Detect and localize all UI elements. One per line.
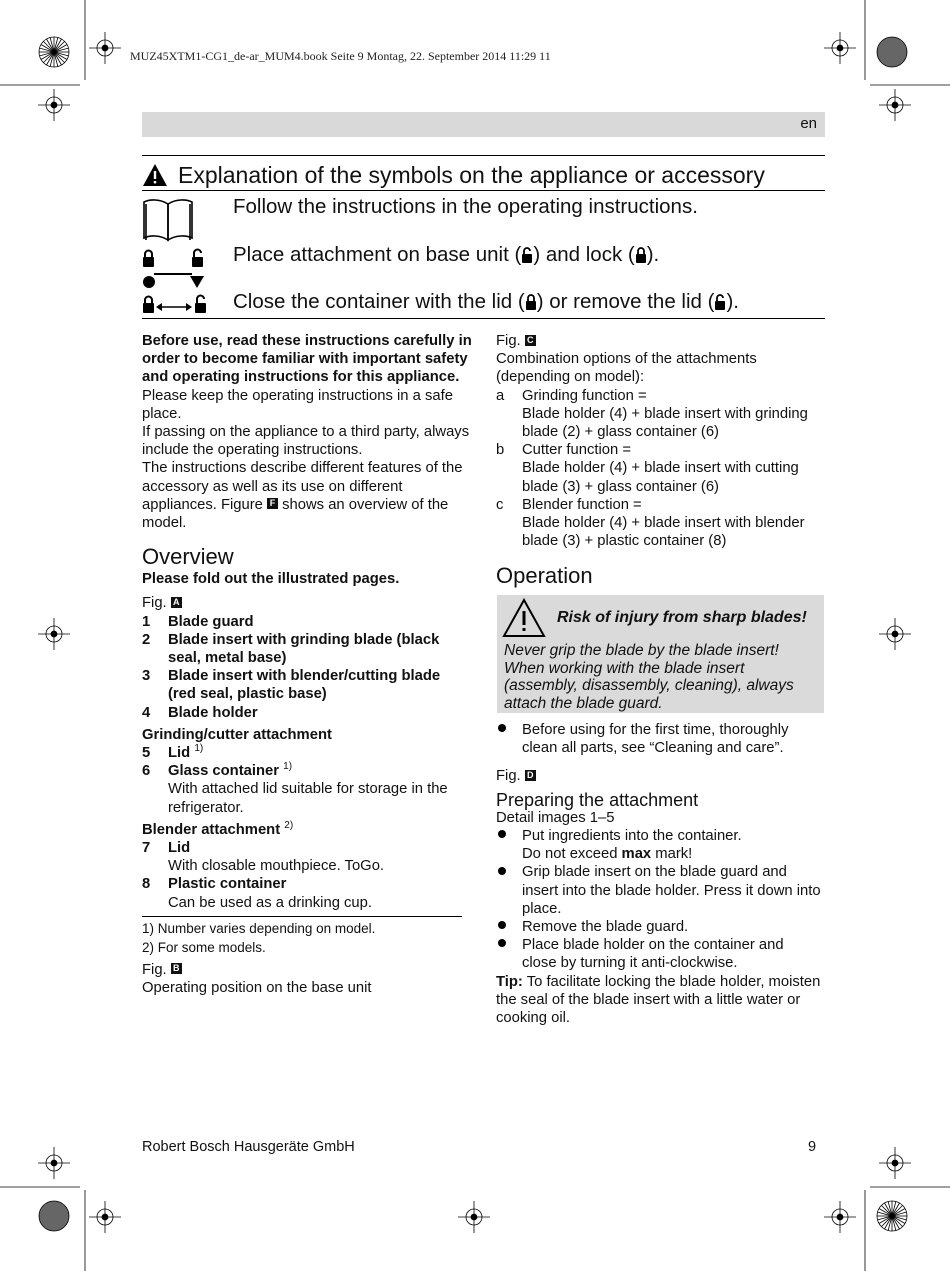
paragraph: If passing on the appliance to a third party, always include the operating instructions. bbox=[142, 424, 470, 459]
figure-box-f: F bbox=[267, 498, 278, 509]
book-info-line: MUZ45XTM1-CG1_de-ar_MUM4.book Seite 9 Montag, 22. September 2014 11:29 11 bbox=[130, 49, 551, 63]
divider bbox=[142, 190, 825, 191]
warning-heading: Risk of injury from sharp blades! bbox=[557, 609, 807, 626]
grinding-heading: Grinding/cutter attachment bbox=[142, 726, 332, 743]
right-column-lower bbox=[496, 721, 826, 1027]
list-item: 2 Blade insert with grinding blade (black seal, metal base) bbox=[142, 631, 440, 667]
paragraph: Please keep the operating instructions in a safe place. bbox=[142, 387, 453, 422]
page-number: 9 bbox=[808, 1139, 817, 1155]
list-item: 3 Blade insert with blender/cutting blade (red seal, plastic base) bbox=[142, 668, 441, 703]
bullet-item: Put ingredients into the container. Do not exceed max mark! bbox=[496, 827, 826, 863]
list-item: 4 Blade holder bbox=[142, 704, 258, 721]
figure-box-c: C bbox=[525, 335, 536, 346]
lid-close-open-icon bbox=[140, 293, 210, 315]
lock-unlock-attach-icon bbox=[140, 248, 204, 288]
symbol-row-attach: Place attachment on base unit ( ) and lock ( ). bbox=[233, 243, 660, 266]
detail-images: Detail images 1–5 bbox=[496, 809, 615, 826]
list-item: 8 Plastic container Can be used as a drinking cup. bbox=[142, 876, 372, 911]
bullet-item: Grip blade insert on the blade guard and insert into the blade holder. Press it down into place. bbox=[496, 863, 826, 918]
overview-heading: Overview bbox=[142, 544, 234, 570]
fig-c-label: Fig. C bbox=[496, 332, 826, 350]
fig-d-label: Fig. D bbox=[496, 767, 826, 785]
symbol-row-book: Follow the instructions in the operating instructions. bbox=[233, 195, 698, 218]
list-item: 6 Glass container $^{1)}$ With attached lid suitable for storage in the refrigerator. bbox=[142, 761, 448, 816]
divider bbox=[142, 318, 825, 319]
preparing-heading: Preparing the attachment bbox=[496, 789, 699, 810]
unlocked-icon bbox=[521, 246, 533, 264]
left-column bbox=[142, 332, 472, 997]
fold-out-note: Please fold out the illustrated pages. bbox=[142, 571, 400, 588]
footnote-divider bbox=[142, 916, 462, 917]
fig-b-text: Operating position on the base unit bbox=[142, 980, 372, 997]
list-item: 7 Lid With closable mouthpiece. ToGo. bbox=[142, 840, 385, 875]
warning-icon bbox=[142, 163, 168, 187]
figure-box-a: A bbox=[171, 597, 182, 608]
list-item: 5 Lid $^{1)}$ bbox=[142, 743, 204, 762]
parts-list bbox=[142, 613, 472, 722]
locked-icon bbox=[525, 293, 537, 311]
list-item: a Grinding function = Blade holder (4) + blade insert with grinding blade (2) + glass container (6) bbox=[496, 387, 808, 441]
combo-intro: Combination options of the attachments (depending on model): bbox=[496, 351, 757, 386]
figure-box-d: D bbox=[525, 770, 536, 781]
locked-icon bbox=[635, 246, 647, 264]
warning-icon bbox=[502, 598, 546, 638]
figure-box-b: B bbox=[171, 963, 182, 974]
bullet-item: Before using for the first time, thoroughly clean all parts, see “Cleaning and care”. bbox=[496, 721, 826, 757]
warning-text: Never grip the blade by the blade insert! When working with the blade insert (assembly, disassembly, cleaning), always attach the blade guard. bbox=[504, 642, 794, 712]
bullet-item: Remove the blade guard. bbox=[496, 918, 826, 936]
language-bar bbox=[142, 112, 825, 137]
paragraph: The instructions describe different features of the accessory as well as its use on different appliances. Figure F shows an overview of the model. bbox=[142, 460, 463, 532]
unlocked-icon bbox=[714, 293, 726, 311]
fig-b-label: Fig. B bbox=[142, 961, 472, 979]
tip: Tip: To facilitate locking the blade holder, moisten the seal of the blade insert with a little water or cooking oil. bbox=[496, 973, 821, 1027]
warning-box bbox=[497, 595, 824, 713]
symbol-row-lid: Close the container with the lid ( ) or remove the lid ( ). bbox=[233, 290, 739, 313]
divider bbox=[142, 155, 825, 156]
operation-heading: Operation bbox=[496, 563, 593, 588]
bullet-item: Place blade holder on the container and close by turning it anti-clockwise. bbox=[496, 936, 826, 972]
company-name: Robert Bosch Hausgeräte GmbH bbox=[142, 1139, 355, 1155]
symbols-title: Explanation of the symbols on the appliance or accessory bbox=[142, 160, 825, 190]
list-item: c Blender function = Blade holder (4) + blade insert with blender blade (3) + plastic container (8) bbox=[496, 496, 805, 550]
list-item: 1 Blade guard bbox=[142, 613, 254, 630]
list-item: b Cutter function = Blade holder (4) + blade insert with cutting blade (3) + glass container (6) bbox=[496, 442, 799, 495]
language-code: en bbox=[800, 115, 817, 132]
blender-heading: Blender attachment $^{2)}$ bbox=[142, 819, 294, 838]
footnote-1: 1) Number varies depending on model. bbox=[142, 920, 376, 936]
right-column bbox=[496, 332, 826, 550]
book-icon bbox=[142, 198, 194, 244]
intro-bold: Before use, read these instructions carefully in order to become familiar with important safety and operating instructions for this appliance. bbox=[142, 333, 472, 386]
fig-a-label: Fig. A bbox=[142, 594, 472, 612]
footnote-2: 2) For some models. bbox=[142, 939, 266, 955]
